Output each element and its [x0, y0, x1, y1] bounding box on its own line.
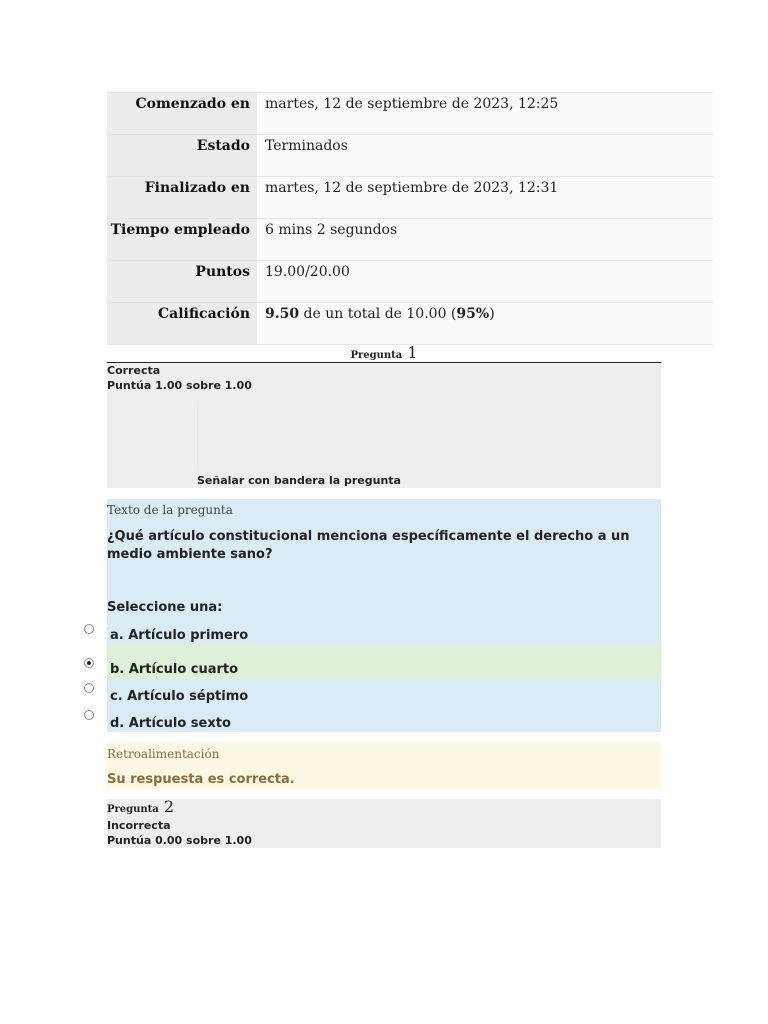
summary-row-state: [107, 135, 713, 177]
summary-row-time-taken: [107, 219, 713, 261]
question-number: 2: [163, 797, 175, 816]
summary-label: Puntos: [107, 261, 257, 302]
question-status: Incorrecta: [107, 819, 171, 832]
attempt-summary-table: [107, 92, 713, 345]
radio-button-d[interactable]: [84, 710, 94, 720]
feedback-label: Retroalimentación: [107, 747, 220, 761]
summary-value: martes, 12 de septiembre de 2023, 12:31: [257, 177, 713, 218]
radio-button-c[interactable]: [84, 683, 94, 693]
answer-option-a[interactable]: [107, 618, 661, 645]
feedback-panel: [107, 742, 661, 789]
question-prefix: Pregunta: [107, 804, 159, 815]
question-1-header: [107, 343, 661, 363]
answer-option-label: d. Artículo sexto: [110, 716, 231, 731]
answer-option-label: a. Artículo primero: [110, 628, 249, 643]
question-number: 1: [407, 343, 418, 362]
answer-option-label: c. Artículo séptimo: [110, 689, 249, 704]
question-grade: Puntúa 1.00 sobre 1.00: [107, 379, 252, 392]
answer-option-d[interactable]: [107, 706, 661, 732]
question-grade: Puntúa 0.00 sobre 1.00: [107, 834, 252, 847]
answer-option-label: b. Artículo cuarto: [110, 662, 239, 677]
summary-value: Terminados: [257, 135, 713, 176]
question-2-info: [107, 799, 661, 848]
question-prefix: Pregunta: [350, 350, 403, 361]
answer-option-b[interactable]: [107, 645, 661, 680]
feedback-message: Su respuesta es correcta.: [107, 772, 295, 787]
question-1-info: [107, 363, 661, 488]
summary-label: Comenzado en: [107, 93, 257, 134]
summary-value: martes, 12 de septiembre de 2023, 12:25: [257, 93, 713, 134]
summary-label: Calificación: [107, 303, 257, 344]
divider: [197, 401, 198, 471]
question-text-label: Texto de la pregunta: [107, 503, 233, 517]
flag-question-link[interactable]: Señalar con bandera la pregunta: [197, 474, 401, 487]
answer-option-c[interactable]: [107, 680, 661, 706]
summary-label: Tiempo empleado: [107, 219, 257, 260]
summary-row-points: [107, 261, 713, 303]
grade-text-end: ): [489, 306, 495, 322]
question-text: ¿Qué artículo constitucional menciona específicamente el derecho a un medio ambiente sano?: [107, 529, 630, 562]
question-2-header: [107, 799, 661, 818]
summary-value: 19.00/20.00: [257, 261, 713, 302]
grade-percent: 95%: [456, 306, 490, 322]
summary-label: Estado: [107, 135, 257, 176]
summary-value: [257, 303, 713, 344]
grade-text: de un total de 10.00 (: [299, 306, 457, 322]
choose-one-label: Seleccione una:: [107, 600, 223, 615]
question-status: Correcta: [107, 364, 161, 377]
summary-value: 6 mins 2 segundos: [257, 219, 713, 260]
summary-row-started: [107, 93, 713, 135]
summary-label: Finalizado en: [107, 177, 257, 218]
grade-score: 9.50: [265, 306, 300, 322]
radio-button-b[interactable]: [84, 658, 94, 668]
radio-button-a[interactable]: [84, 624, 94, 634]
summary-row-grade: [107, 303, 713, 345]
summary-row-finished: [107, 177, 713, 219]
